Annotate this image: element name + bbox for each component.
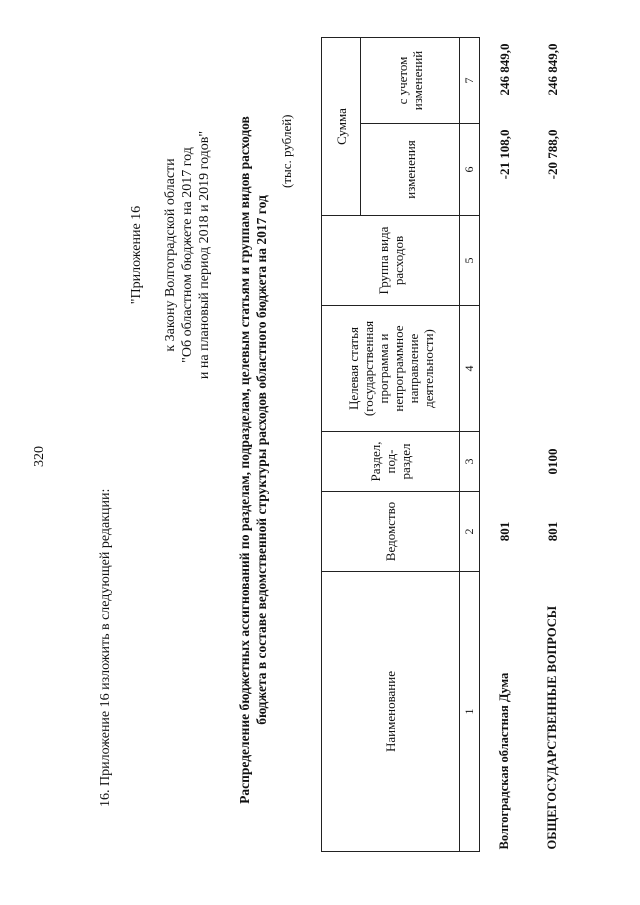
row-name: Волгоградская областная Дума: [497, 672, 511, 850]
row-group: [528, 216, 576, 306]
appendix-header: [128, 75, 213, 435]
row-target: [480, 306, 529, 432]
row-total: 246 849,0: [544, 43, 560, 96]
header-name: Наименование: [322, 572, 460, 852]
header-sum: Сумма: [322, 38, 361, 216]
row-group: [480, 216, 529, 306]
col-number: 3: [460, 432, 480, 492]
header-target: Целевая статья (государственная программа и непрограммное направление деятельности): [322, 306, 460, 432]
intro-text: 16. Приложение 16 изложить в следующей редакции:: [98, 488, 113, 807]
header-department: Ведомство: [322, 492, 460, 572]
page-number: 320: [32, 446, 47, 467]
col-number: 7: [460, 38, 480, 124]
col-number: 6: [460, 124, 480, 216]
units-label: (тыс. рублей): [279, 114, 294, 188]
appendix-line-2: "Об областном бюджете на 2017 год: [180, 147, 195, 363]
budget-table: [321, 37, 576, 852]
row-target: [528, 306, 576, 432]
table-header-row: [322, 38, 361, 852]
row-change: -20 788,0: [544, 129, 560, 180]
header-group: Группа вида расходов: [322, 216, 460, 306]
appendix-line-3: и на плановый период 2018 и 2019 годов": [197, 130, 212, 380]
col-number: 2: [460, 492, 480, 572]
col-number: 1: [460, 572, 480, 852]
row-section: 0100: [544, 448, 560, 475]
col-number: 5: [460, 216, 480, 306]
row-department: 801: [496, 521, 512, 542]
appendix-title: "Приложение 16: [129, 205, 144, 305]
table-row: [528, 38, 576, 852]
row-total: 246 849,0: [496, 43, 512, 96]
row-section: [480, 432, 529, 492]
header-section: Раздел, под-раздел: [322, 432, 460, 492]
col-number: 4: [460, 306, 480, 432]
header-with-changes: с учетом изменений: [361, 38, 460, 124]
column-numbers-row: [460, 38, 480, 852]
row-department: 801: [544, 521, 560, 542]
table-row: [480, 38, 529, 852]
row-name: ОБЩЕГОСУДАРСТВЕННЫЕ ВОПРОСЫ: [545, 606, 559, 850]
document-title: Распределение бюджетных ассигнований по разделам, подразделам, целевым статьям и группам видов расходов бюджета в составе ведомственной структуры расходов областного бюджета на 2017 год: [237, 116, 269, 804]
appendix-line-1: к Закону Волгоградской области: [163, 158, 178, 352]
header-changes: изменения: [361, 124, 460, 216]
row-change: -21 108,0: [496, 129, 512, 180]
